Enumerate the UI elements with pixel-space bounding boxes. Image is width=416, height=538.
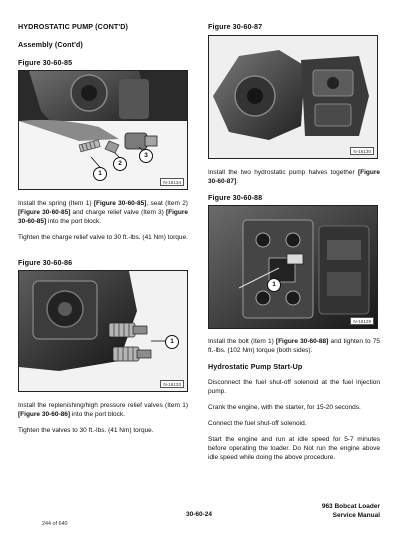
figure-86-number: N-16133 bbox=[160, 380, 184, 388]
figure-85-photo bbox=[18, 70, 188, 190]
callout-1: 1 bbox=[165, 335, 179, 349]
pump-halves-paragraph: Install the two hydrostatic pump halves together [Figure 30-60-87]. bbox=[208, 169, 380, 185]
valves-torque-paragraph: Tighten the valves to 30 ft.-lbs. (41 Nm) torque. bbox=[18, 427, 154, 434]
manual-title-line-1: 963 Bobcat Loader bbox=[321, 503, 380, 510]
section-title: HYDROSTATIC PUMP (CONT'D) bbox=[18, 22, 129, 31]
figure-87-number: N-16130 bbox=[350, 147, 374, 155]
figure-85-title: Figure 30-60-85 bbox=[18, 58, 73, 67]
figure-86-title: Figure 30-60-86 bbox=[18, 258, 73, 267]
subsection-title: Assembly (Cont'd) bbox=[18, 40, 83, 49]
figure-85-number: N-16134 bbox=[160, 178, 184, 186]
page-code: 30-60-24 bbox=[186, 511, 213, 518]
callout-2: 2 bbox=[113, 157, 127, 171]
callout-3: 3 bbox=[139, 149, 153, 163]
page-count: 244 of 640 bbox=[42, 521, 68, 527]
startup-heading: Hydrostatic Pump Start-Up bbox=[208, 362, 303, 371]
startup-step-3: Connect the fuel shut-off solenoid. bbox=[208, 420, 307, 427]
startup-step-2: Crank the engine, with the starter, for 15-20 seconds. bbox=[208, 404, 361, 411]
callout-1: 1 bbox=[93, 167, 107, 181]
spring-install-paragraph: Install the spring (Item 1) [Figure 30-60-85], seat (Item 2) [Figure 30-60-85] and charge relief valve (Item 3) [Figure 30-60-85] into the port block. bbox=[18, 200, 188, 225]
bolt-install-illustration bbox=[209, 206, 377, 328]
startup-step-4: Start the engine and run at idle speed for 5-7 minutes before operating the loader. Do Not run the engine above idle speed while doing the above procedure. bbox=[208, 436, 380, 461]
figure-88-photo bbox=[208, 205, 378, 329]
figure-88-title: Figure 30-60-88 bbox=[208, 193, 263, 202]
callout-1: 1 bbox=[267, 278, 281, 292]
figure-86-photo bbox=[18, 270, 188, 392]
startup-step-1: Disconnect the fuel shut-off solenoid at the fuel injection pump. bbox=[208, 379, 380, 395]
manual-title-line-2: Service Manual bbox=[332, 512, 380, 519]
charge-relief-torque-paragraph: Tighten the charge relief valve to 30 ft.-lbs. (41 Nm) torque. bbox=[18, 234, 188, 241]
pump-halves-illustration bbox=[209, 36, 377, 158]
figure-87-title: Figure 30-60-87 bbox=[208, 22, 263, 31]
relief-valves-illustration bbox=[19, 271, 187, 391]
bolt-install-paragraph: Install the bolt (Item 1) [Figure 30-60-88] and tighten to 75 ft.-lbs. (102 Nm) torque (both sides). bbox=[208, 338, 380, 354]
figure-88-number: N-16129 bbox=[350, 317, 374, 325]
figure-87-photo bbox=[208, 35, 378, 159]
relief-valves-install-paragraph: Install the replenishing/high pressure relief valves (Item 1) [Figure 30-60-86] into the port block. bbox=[18, 402, 188, 418]
